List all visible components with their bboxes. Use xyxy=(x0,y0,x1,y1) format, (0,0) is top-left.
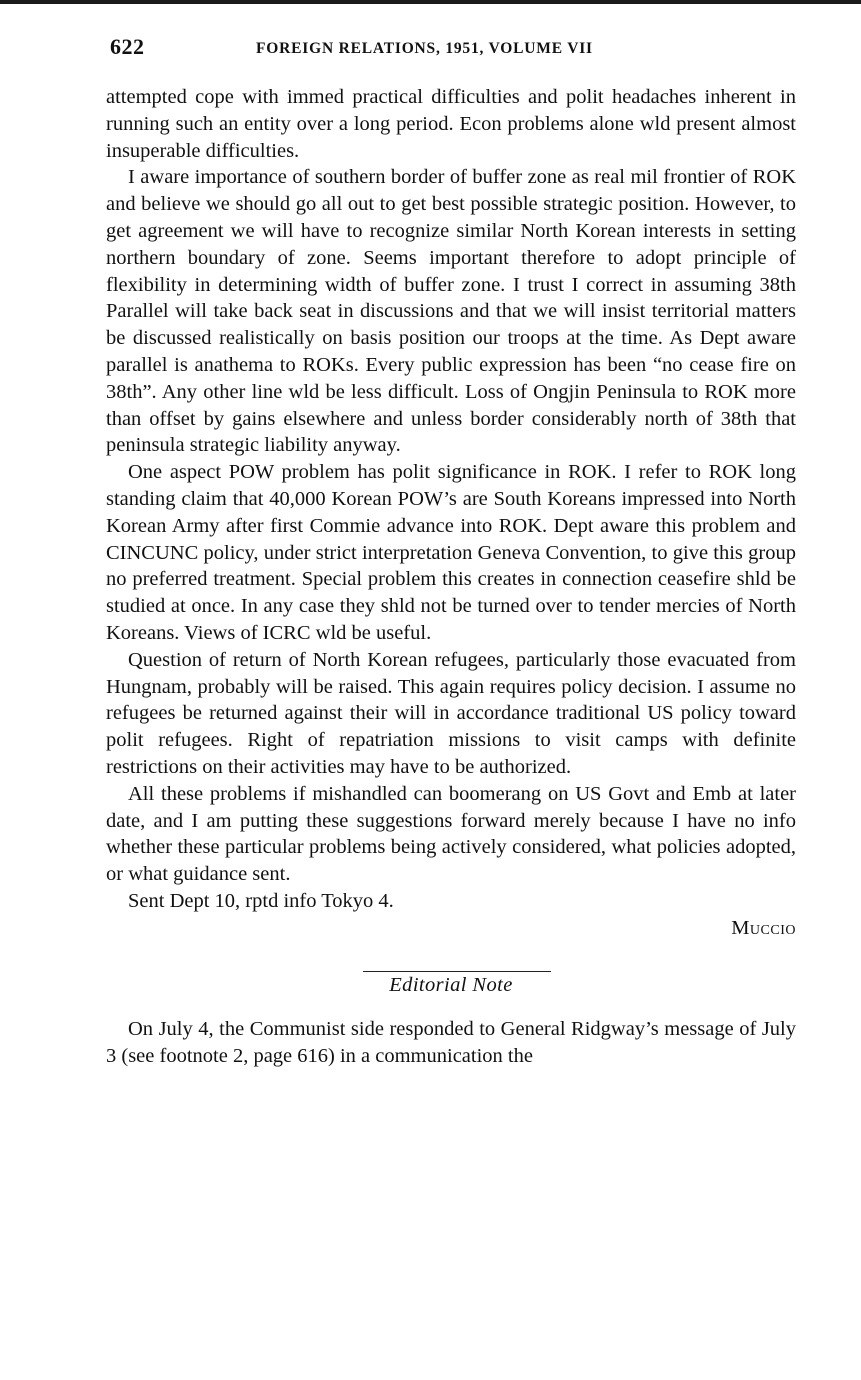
top-edge-rule xyxy=(0,0,861,4)
paragraph-continuation: attempted cope with immed practical difficulties and polit headaches inherent in running such an entity over a long period. Econ problems alone wld present almost insuperable difficulties. xyxy=(106,86,796,162)
signature: Muccio xyxy=(731,916,796,939)
paragraph-buffer-zone: I aware importance of southern border of buffer zone as real mil frontier of ROK and believe we should go all out to get best possible strategic position. However, to get agreement we will have to recognize similar North Korean interests in setting northern boundary of zone. Seems important therefore to adopt principle of flexibility in determining width of buffer zone. I trust I correct in assuming 38th Parallel will take back seat in discussions and that we will insist territorial matters be discussed realistically on basis position our troops at the time. As Dept aware parallel is anathema to ROKs. Every public expression has been “no cease fire on 38th”. Any other line wld be less difficult. Loss of Ongjin Peninsula to ROK more than offset by gains elsewhere and unless border considerably north of 38th that peninsula strategic liability anyway. xyxy=(106,166,796,457)
paragraph-sent-info: Sent Dept 10, rptd info Tokyo 4. xyxy=(128,889,394,912)
document-body xyxy=(106,84,796,1070)
running-title: FOREIGN RELATIONS, 1951, VOLUME VII xyxy=(256,40,593,57)
paragraph-refugees: Question of return of North Korean refugees, particularly those evacuated from Hungnam, probably will be raised. This again requires policy decision. I assume no refugees be returned against their will in accordance traditional US policy toward polit refugees. Right of repatriation missions to visit camps with definite restrictions on their activities may have to be authorized. xyxy=(106,648,796,778)
editorial-note-text: On July 4, the Communist side responded to General Ridgway’s message of July 3 (see footnote 2, page 616) in a communication the xyxy=(106,1018,796,1068)
paragraph-problems-summary: All these problems if mishandled can boomerang on US Govt and Emb at later date, and I am putting these suggestions forward merely because I have no info whether these particular problems being actively considered, what policies adopted, or what guidance sent. xyxy=(106,782,796,886)
running-head xyxy=(110,34,800,64)
section-divider xyxy=(363,971,551,972)
editorial-note-heading: Editorial Note xyxy=(389,973,513,996)
paragraph-pow-problem: One aspect POW problem has polit significance in ROK. I refer to ROK long standing claim that 40,000 Korean POW’s are South Koreans impressed into North Korean Army after first Commie advance into ROK. Dept aware this problem and CINCUNC policy, under strict interpretation Geneva Convention, to give this group no preferred treatment. Special problem this creates in connection ceasefire shld be studied at once. In any case they shld not be turned over to tender mercies of North Koreans. Views of ICRC wld be useful. xyxy=(106,461,796,644)
page-number: 622 xyxy=(110,34,145,59)
